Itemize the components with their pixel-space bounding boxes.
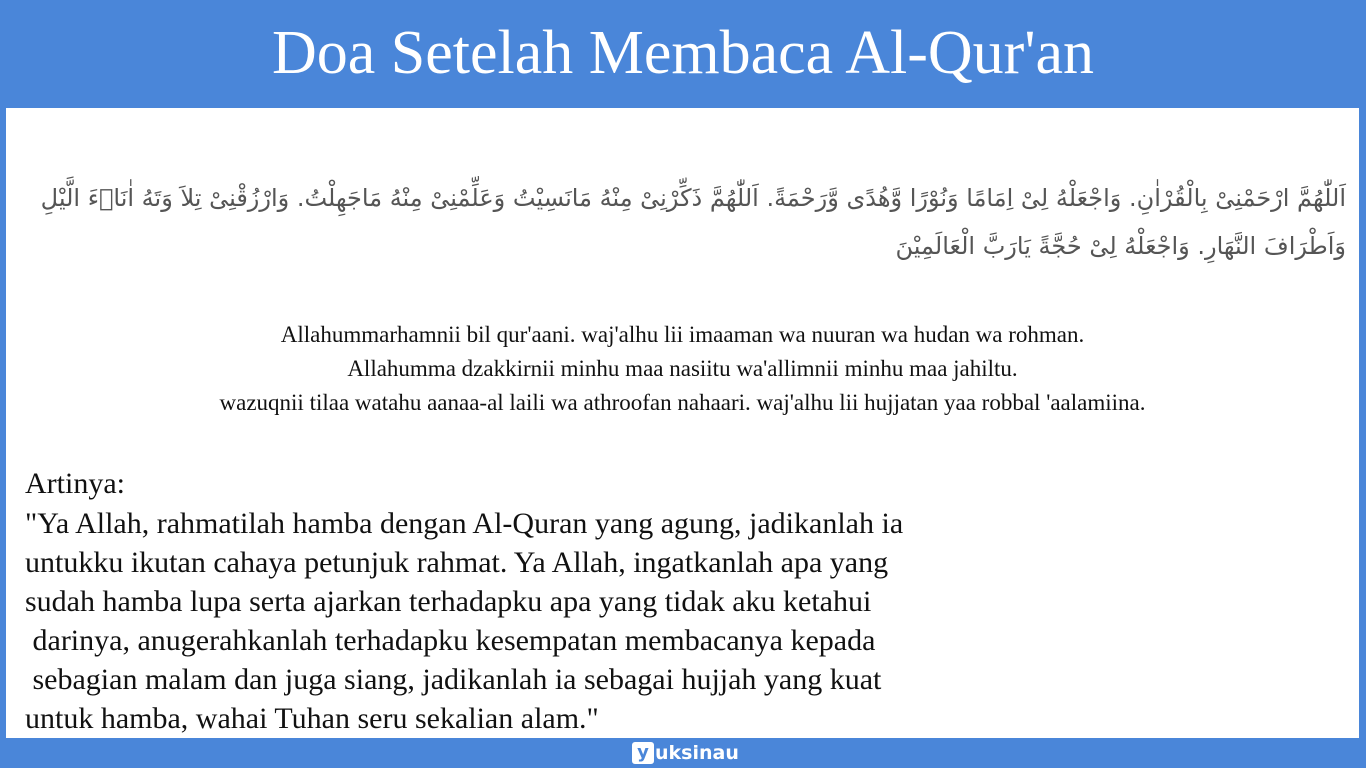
meaning-line: untukku ikutan cahaya petunjuk rahmat. Ya Allah, ingatkanlah apa yang	[25, 546, 889, 579]
meaning-block	[25, 504, 1125, 738]
meaning-line: sebagian malam dan juga siang, jadikanlah ia sebagai hujjah yang kuat	[25, 663, 882, 696]
page-title: Doa Setelah Membaca Al-Qur'an	[271, 19, 1095, 87]
meaning-line: darinya, anugerahkanlah terhadapku kesempatan membacanya kepada	[25, 624, 876, 657]
meaning-line: untuk hamba, wahai Tuhan seru sekalian alam."	[25, 702, 599, 735]
transliteration-line: Allahumma dzakkirnii minhu maa nasiitu wa'allimnii minhu maa jahiltu.	[347, 356, 1018, 381]
meaning-line: sudah hamba lupa serta ajarkan terhadapku apa yang tidak aku ketahui	[25, 585, 872, 618]
transliteration-line: Allahummarhamnii bil qur'aani. waj'alhu lii imaaman wa nuuran wa hudan wa rohman.	[280, 322, 1085, 347]
arabic-prayer-text: اَللّٰهُمَّ ارْحَمْنِىْ بِالْقُرْاٰنِ. وَاجْعَلْهُ لِىْ اِمَامًا وَنُوْرًا وَّهُدًى وَّرَحْمَةً. اَللّٰهُمَّ ذَكِّرْنِىْ مِنْهُ مَانَسِيْتُ وَعَلِّمْنِىْ مِنْهُ مَاجَهِلْتُ. وَارْزُقْنِىْ تِلاَ وَتَهُ اٰنَاۤءَ الَّيْلِ وَاَطْرَافَ النَّهَارِ. وَاجْعَلْهُ لِىْ حُجَّةً يَارَبَّ الْعَالَمِيْنَ	[40, 184, 1346, 260]
yuksinau-logo	[632, 741, 739, 765]
content-card	[6, 108, 1359, 738]
logo-text: uksinau	[655, 742, 739, 764]
transliteration-block	[6, 318, 1359, 420]
logo-mark-icon: y	[632, 742, 654, 764]
meaning-label: Artinya:	[25, 467, 125, 500]
transliteration-line: wazuqnii tilaa watahu aanaa-al laili wa athroofan nahaari. waj'alhu lii hujjatan yaa robbal 'aalamiina.	[219, 390, 1146, 415]
meaning-line: "Ya Allah, rahmatilah hamba dengan Al-Quran yang agung, jadikanlah ia	[25, 507, 904, 540]
